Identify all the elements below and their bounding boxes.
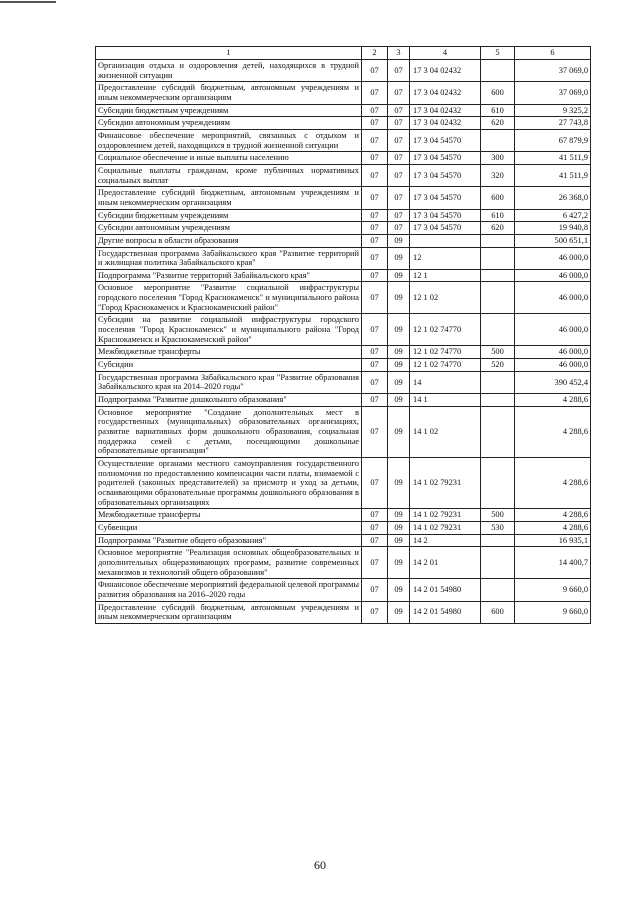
item-name: Другие вопросы в области образования	[96, 234, 362, 247]
subsection-code: 09	[388, 371, 410, 393]
section-code: 07	[362, 187, 388, 209]
target-article-code: 14 1 02 79231	[410, 521, 481, 534]
item-name: Основное мероприятие "Развитие социальной инфраструктуры городского поселения "Город Краснокаменск" и муниципального района "Город Краснокаменск и Краснокаменский район"	[96, 282, 362, 314]
target-article-code: 12 1 02	[410, 282, 481, 314]
expense-type-code: 520	[481, 359, 515, 372]
item-name: Субсидии автономным учреждениям	[96, 222, 362, 235]
amount: 14 400,7	[515, 547, 591, 579]
target-article-code: 17 3 04 54570	[410, 129, 481, 151]
subsection-code: 07	[388, 104, 410, 117]
target-article-code: 14 2 01 54980	[410, 601, 481, 623]
table-row	[96, 222, 591, 235]
table-row	[96, 406, 591, 457]
section-code: 07	[362, 314, 388, 346]
expense-type-code: 600	[481, 601, 515, 623]
amount: 41 511,9	[515, 152, 591, 165]
amount: 37 069,0	[515, 60, 591, 82]
section-code: 07	[362, 164, 388, 186]
column-header: 5	[481, 47, 515, 60]
amount: 46 000,0	[515, 314, 591, 346]
table-row	[96, 371, 591, 393]
table-row	[96, 187, 591, 209]
table-row	[96, 282, 591, 314]
target-article-code: 14 1 02 79231	[410, 509, 481, 522]
expense-type-code	[481, 282, 515, 314]
item-name: Социальное обеспечение и иные выплаты населению	[96, 152, 362, 165]
expense-type-code: 300	[481, 152, 515, 165]
item-name: Подпрограмма "Развитие общего образования"	[96, 534, 362, 547]
subsection-code: 09	[388, 534, 410, 547]
table-row	[96, 346, 591, 359]
item-name: Предоставление субсидий бюджетным, автономным учреждениям и иным некоммерческим организациям	[96, 187, 362, 209]
subsection-code: 09	[388, 314, 410, 346]
item-name: Предоставление субсидий бюджетным, автономным учреждениям и иным некоммерческим организациям	[96, 82, 362, 104]
expense-type-code: 530	[481, 521, 515, 534]
target-article-code: 14 1	[410, 394, 481, 407]
subsection-code: 09	[388, 394, 410, 407]
section-code: 07	[362, 282, 388, 314]
subsection-code: 07	[388, 129, 410, 151]
expense-type-code	[481, 534, 515, 547]
table-row	[96, 129, 591, 151]
expense-type-code	[481, 314, 515, 346]
item-name: Основное мероприятие "Создание дополнительных мест в государственных (муниципальных) образовательных организациях, развитие вариативных форм дошкольного образования, социальная поддержка семей с детьми, посещающими дошкольные образовательные организации"	[96, 406, 362, 457]
subsection-code: 07	[388, 164, 410, 186]
target-article-code: 14 2 01 54980	[410, 579, 481, 601]
amount: 67 879,9	[515, 129, 591, 151]
expense-type-code	[481, 547, 515, 579]
subsection-code: 07	[388, 209, 410, 222]
budget-table	[95, 46, 591, 624]
subsection-code: 09	[388, 359, 410, 372]
subsection-code: 09	[388, 282, 410, 314]
column-header: 1	[96, 47, 362, 60]
subsection-code: 09	[388, 269, 410, 282]
table-row	[96, 509, 591, 522]
section-code: 07	[362, 82, 388, 104]
target-article-code: 17 3 04 54570	[410, 152, 481, 165]
item-name: Организация отдыха и оздоровления детей, находящихся в трудной жизненной ситуации	[96, 60, 362, 82]
item-name: Подпрограмма "Развитие дошкольного образования"	[96, 394, 362, 407]
amount: 46 000,0	[515, 269, 591, 282]
amount: 46 000,0	[515, 359, 591, 372]
item-name: Социальные выплаты гражданам, кроме публичных нормативных социальных выплат	[96, 164, 362, 186]
item-name: Субсидии автономным учреждениям	[96, 117, 362, 130]
table-row	[96, 314, 591, 346]
table-row	[96, 60, 591, 82]
target-article-code: 14 1 02	[410, 406, 481, 457]
table-row	[96, 234, 591, 247]
item-name: Предоставление субсидий бюджетным, автономным учреждениям и иным некоммерческим организациям	[96, 601, 362, 623]
subsection-code: 09	[388, 247, 410, 269]
item-name: Субсидии бюджетным учреждениям	[96, 209, 362, 222]
subsection-code: 09	[388, 457, 410, 508]
target-article-code: 14	[410, 371, 481, 393]
expense-type-code: 500	[481, 346, 515, 359]
section-code: 07	[362, 601, 388, 623]
expense-type-code	[481, 457, 515, 508]
target-article-code: 12 1 02 74770	[410, 346, 481, 359]
section-code: 07	[362, 394, 388, 407]
section-code: 07	[362, 406, 388, 457]
section-code: 07	[362, 104, 388, 117]
subsection-code: 07	[388, 82, 410, 104]
target-article-code: 12 1 02 74770	[410, 359, 481, 372]
amount: 41 511,9	[515, 164, 591, 186]
amount: 37 069,0	[515, 82, 591, 104]
section-code: 07	[362, 152, 388, 165]
target-article-code	[410, 234, 481, 247]
amount: 390 452,4	[515, 371, 591, 393]
target-article-code: 17 3 04 02432	[410, 104, 481, 117]
expense-type-code: 620	[481, 117, 515, 130]
section-code: 07	[362, 247, 388, 269]
subsection-code: 07	[388, 187, 410, 209]
amount: 19 940,8	[515, 222, 591, 235]
section-code: 07	[362, 346, 388, 359]
item-name: Осуществление органами местного самоуправления государственного полномочия по предоставлению компенсации части платы, взимаемой с родителей (законных представителей) за присмотр и уход за детьми, осваивающими образовательные программы дошкольного образования в образовательных организациях	[96, 457, 362, 508]
budget-table-body	[96, 47, 591, 624]
table-row	[96, 534, 591, 547]
expense-type-code: 620	[481, 222, 515, 235]
amount: 9 660,0	[515, 601, 591, 623]
item-name: Субсидии бюджетным учреждениям	[96, 104, 362, 117]
subsection-code: 07	[388, 117, 410, 130]
table-row	[96, 547, 591, 579]
page-number: 60	[314, 858, 326, 872]
table-row	[96, 394, 591, 407]
item-name: Подпрограмма "Развитие территорий Забайкальского края"	[96, 269, 362, 282]
amount: 9 660,0	[515, 579, 591, 601]
section-code: 07	[362, 509, 388, 522]
target-article-code: 12 1 02 74770	[410, 314, 481, 346]
section-code: 07	[362, 234, 388, 247]
subsection-code: 07	[388, 152, 410, 165]
amount: 16 935,1	[515, 534, 591, 547]
section-code: 07	[362, 209, 388, 222]
table-row	[96, 82, 591, 104]
section-code: 07	[362, 579, 388, 601]
section-code: 07	[362, 457, 388, 508]
section-code: 07	[362, 129, 388, 151]
item-name: Основное мероприятие "Реализация основных общеобразовательных и дополнительных общеразвивающих программ, развитие современных механизмов и технологий общего образования"	[96, 547, 362, 579]
subsection-code: 09	[388, 521, 410, 534]
target-article-code: 17 3 04 02432	[410, 60, 481, 82]
subsection-code: 09	[388, 579, 410, 601]
target-article-code: 14 2	[410, 534, 481, 547]
subsection-code: 09	[388, 346, 410, 359]
table-row	[96, 247, 591, 269]
section-code: 07	[362, 60, 388, 82]
target-article-code: 17 3 04 54570	[410, 222, 481, 235]
amount: 500 651,1	[515, 234, 591, 247]
amount: 4 288,6	[515, 521, 591, 534]
expense-type-code	[481, 234, 515, 247]
item-name: Межбюджетные трансферты	[96, 509, 362, 522]
target-article-code: 17 3 04 54570	[410, 164, 481, 186]
target-article-code: 12 1	[410, 269, 481, 282]
amount: 9 325,2	[515, 104, 591, 117]
expense-type-code	[481, 269, 515, 282]
column-header: 3	[388, 47, 410, 60]
section-code: 07	[362, 521, 388, 534]
amount: 46 000,0	[515, 282, 591, 314]
table-row	[96, 579, 591, 601]
item-name: Субвенции	[96, 521, 362, 534]
amount: 46 000,0	[515, 346, 591, 359]
table-row	[96, 359, 591, 372]
item-name: Государственная программа Забайкальского края "Развитие образования Забайкальского края на 2014–2020 годы"	[96, 371, 362, 393]
amount: 4 288,6	[515, 406, 591, 457]
expense-type-code	[481, 247, 515, 269]
subsection-code: 09	[388, 601, 410, 623]
target-article-code: 14 1 02 79231	[410, 457, 481, 508]
expense-type-code	[481, 579, 515, 601]
section-code: 07	[362, 534, 388, 547]
expense-type-code: 600	[481, 82, 515, 104]
expense-type-code: 610	[481, 209, 515, 222]
table-row	[96, 601, 591, 623]
target-article-code: 17 3 04 02432	[410, 82, 481, 104]
table-row	[96, 152, 591, 165]
table-row	[96, 104, 591, 117]
item-name: Государственная программа Забайкальского края "Развитие территорий и жилищная политика Забайкальского края"	[96, 247, 362, 269]
expense-type-code: 500	[481, 509, 515, 522]
target-article-code: 17 3 04 54570	[410, 209, 481, 222]
subsection-code: 07	[388, 222, 410, 235]
target-article-code: 17 3 04 54570	[410, 187, 481, 209]
table-row	[96, 117, 591, 130]
column-header: 4	[410, 47, 481, 60]
table-row	[96, 269, 591, 282]
table-row	[96, 209, 591, 222]
amount: 4 288,6	[515, 509, 591, 522]
subsection-code: 09	[388, 406, 410, 457]
amount: 46 000,0	[515, 247, 591, 269]
section-code: 07	[362, 371, 388, 393]
section-code: 07	[362, 547, 388, 579]
item-name: Субсидии на развитие социальной инфраструктуры городского поселения "Город Краснокаменск" и муниципального района "Город Краснокаменск и Краснокаменский район"	[96, 314, 362, 346]
subsection-code: 09	[388, 234, 410, 247]
corner-mark	[0, 1, 56, 3]
target-article-code: 12	[410, 247, 481, 269]
expense-type-code: 320	[481, 164, 515, 186]
table-row	[96, 164, 591, 186]
subsection-code: 09	[388, 547, 410, 579]
expense-type-code: 610	[481, 104, 515, 117]
item-name: Финансовое обеспечение мероприятий федеральной целевой программы развития образования на 2016–2020 годы	[96, 579, 362, 601]
table-row	[96, 521, 591, 534]
expense-type-code	[481, 394, 515, 407]
item-name: Межбюджетные трансферты	[96, 346, 362, 359]
column-header: 2	[362, 47, 388, 60]
subsection-code: 07	[388, 60, 410, 82]
expense-type-code	[481, 60, 515, 82]
section-code: 07	[362, 117, 388, 130]
section-code: 07	[362, 359, 388, 372]
expense-type-code	[481, 129, 515, 151]
amount: 6 427,2	[515, 209, 591, 222]
section-code: 07	[362, 222, 388, 235]
table-row	[96, 457, 591, 508]
subsection-code: 09	[388, 509, 410, 522]
amount: 27 743,8	[515, 117, 591, 130]
item-name: Субсидии	[96, 359, 362, 372]
target-article-code: 14 2 01	[410, 547, 481, 579]
table-header-row	[96, 47, 591, 60]
amount: 4 288,6	[515, 457, 591, 508]
target-article-code: 17 3 04 02432	[410, 117, 481, 130]
section-code: 07	[362, 269, 388, 282]
amount: 26 368,0	[515, 187, 591, 209]
expense-type-code: 600	[481, 187, 515, 209]
column-header: 6	[515, 47, 591, 60]
expense-type-code	[481, 406, 515, 457]
item-name: Финансовое обеспечение мероприятий, связанных с отдыхом и оздоровлением детей, находящихся в трудной жизненной ситуации	[96, 129, 362, 151]
amount: 4 288,6	[515, 394, 591, 407]
expense-type-code	[481, 371, 515, 393]
